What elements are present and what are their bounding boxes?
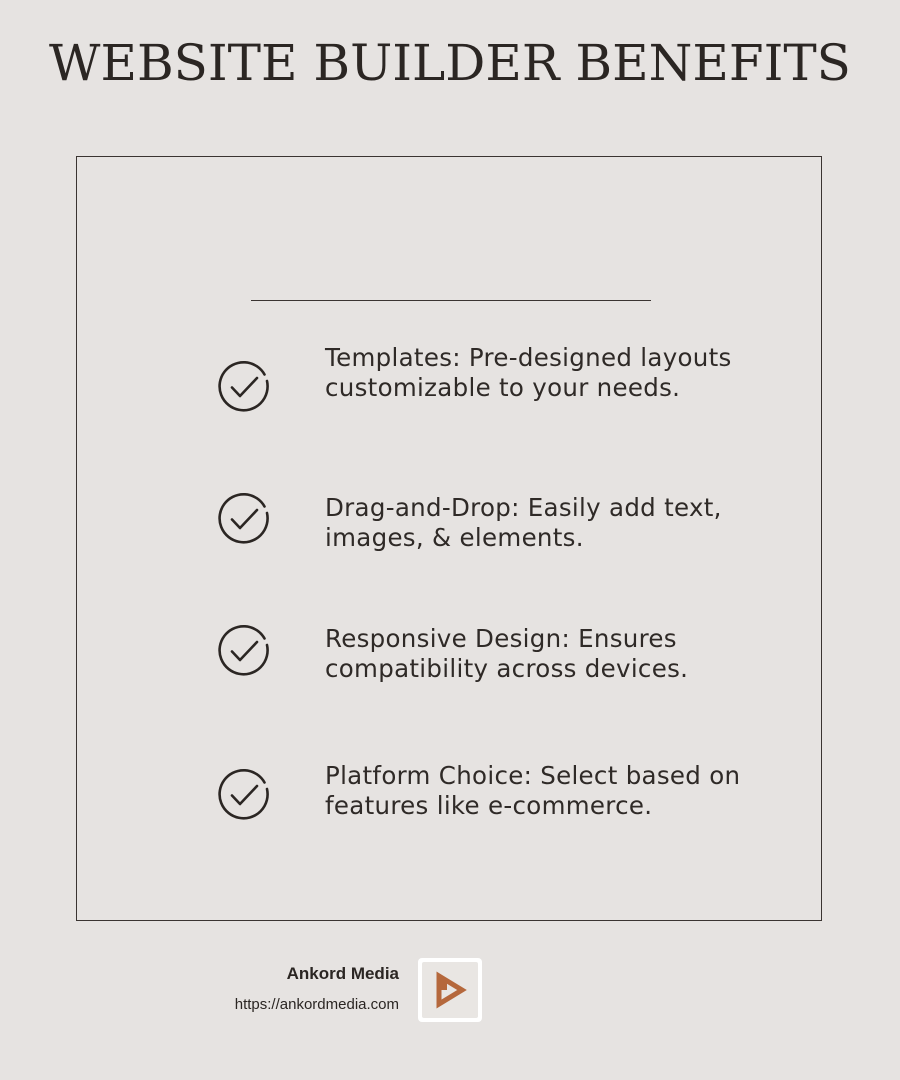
play-triangle-icon — [422, 962, 478, 1018]
benefit-text: Responsive Design: Ensures compatibility across devices. — [325, 624, 689, 683]
divider-line — [251, 300, 651, 301]
check-circle-icon — [214, 621, 274, 681]
benefit-text: Templates: Pre-designed layouts customizable to your needs. — [325, 343, 732, 402]
logo-tile — [422, 962, 478, 1018]
benefits-panel — [76, 156, 822, 921]
brand-url[interactable]: https://ankordmedia.com — [234, 996, 399, 1013]
check-circle-icon — [214, 765, 274, 825]
page-title: WEBSITE BUILDER BENEFITS — [49, 34, 851, 92]
benefit-text: Drag-and-Drop: Easily add text, images, & elements. — [325, 493, 722, 552]
check-circle-icon — [214, 357, 274, 417]
check-circle-icon — [214, 489, 274, 549]
brand-logo — [418, 958, 482, 1022]
brand-name: Ankord Media — [286, 964, 399, 983]
benefit-text: Platform Choice: Select based on features like e-commerce. — [325, 761, 741, 820]
